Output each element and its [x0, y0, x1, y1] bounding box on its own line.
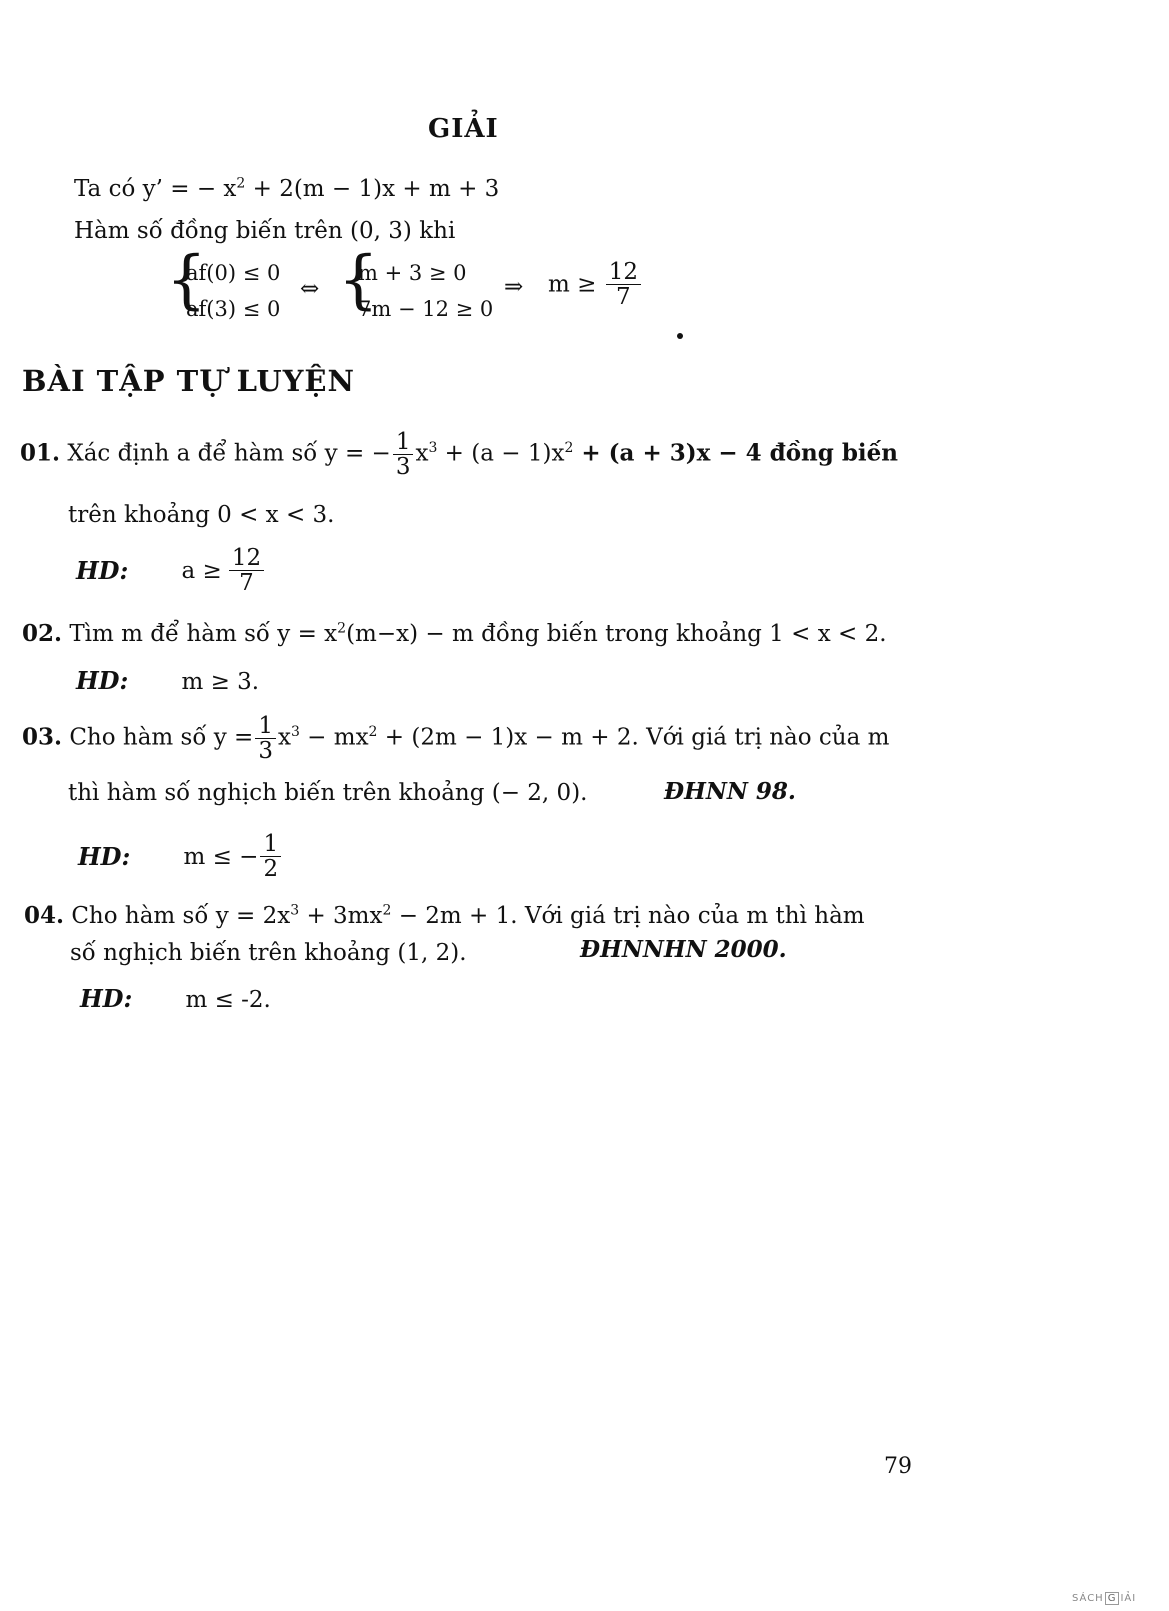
left-brace-1: { — [166, 243, 207, 317]
solution-result: m ≥ $\frac{12}{7}$ — [548, 260, 643, 309]
exercise-03: 03. Cho hàm số y = $\frac{1}{3}$ $x^3 - mx^2 + (2m - 1)x - m + 2$. Với giá trị nào của m — [22, 713, 890, 765]
page-number: 79 — [884, 1454, 912, 1479]
hint-label: HD: — [78, 842, 131, 872]
watermark-g-icon: G — [1105, 1592, 1120, 1605]
equivalence-symbol: ⇔ — [300, 276, 320, 302]
exercise-number: 01. — [20, 439, 61, 467]
exercise-04-hint: HD: m ≤ -2. — [80, 984, 271, 1013]
exercise-02: 02. Tìm m để hàm số $y = x^2(m-x) - m$ đồng biến trong khoảng 1 < x < 2. — [22, 620, 887, 647]
exercise-04-line2: số nghịch biến trên khoảng (1, 2). — [70, 940, 467, 966]
left-brace-2: { — [338, 243, 379, 317]
condition-line: Hàm số đồng biến trên (0, 3) khi — [74, 218, 456, 244]
exercise-01-line2: trên khoảng 0 < x < 3. — [68, 502, 335, 528]
exercise-03-line2: thì hàm số nghịch biến trên khoảng (− 2, 0). — [68, 780, 588, 806]
hint-label: HD: — [76, 556, 129, 586]
exercise-03-hint: HD: m ≤ − $\frac{1}{2}$ — [78, 832, 283, 881]
exercise-number: 03. — [22, 723, 63, 751]
exercise-01: 01. Xác định a để hàm số y = − $\frac{1}{3}$ $x^3 + (a - 1)x^2 + (a + 3)x - 4$ đồng biến — [20, 429, 899, 481]
exercise-04-source: ĐHNNHN 2000. — [580, 936, 787, 963]
hint-label: HD: — [76, 666, 129, 695]
system-1: af(0) ≤ 0 af(3) ≤ 0 — [186, 261, 281, 321]
solution-heading: GIẢI — [428, 114, 499, 144]
exercise-02-hint: HD: m ≥ 3. — [76, 666, 260, 695]
system-2: m + 3 ≥ 0 7m − 12 ≥ 0 — [358, 261, 494, 321]
exercise-03-source: ĐHNN 98. — [664, 778, 796, 805]
section-title: BÀI TẬP TỰ LUYỆN — [22, 364, 356, 398]
derivative-line: Ta có y’ = − $x^2 + 2(m - 1)x + m + 3$ — [74, 175, 500, 202]
implies-symbol: ⇒ — [504, 274, 524, 300]
exercise-number: 04. — [24, 902, 65, 929]
exercise-number: 02. — [22, 620, 63, 647]
result-fraction: $\frac{12}{7}$ — [606, 260, 641, 309]
hint-fraction: $\frac{1}{2}$ — [260, 832, 281, 881]
hint-fraction: $\frac{12}{7}$ — [229, 546, 264, 595]
exercise-01-hint: HD: a ≥ $\frac{12}{7}$ — [76, 546, 266, 595]
ink-dot — [677, 333, 683, 339]
fraction: $\frac{1}{3}$ — [255, 714, 276, 763]
fraction: $\frac{1}{3}$ — [393, 430, 414, 479]
watermark-logo: SÁCH G IẢI — [1072, 1593, 1137, 1604]
exercise-04: 04. Cho hàm số $y = 2x^3 + 3mx^2 - 2m + 1$. Với giá trị nào của m thì hàm — [24, 902, 865, 929]
hint-label: HD: — [80, 984, 133, 1013]
